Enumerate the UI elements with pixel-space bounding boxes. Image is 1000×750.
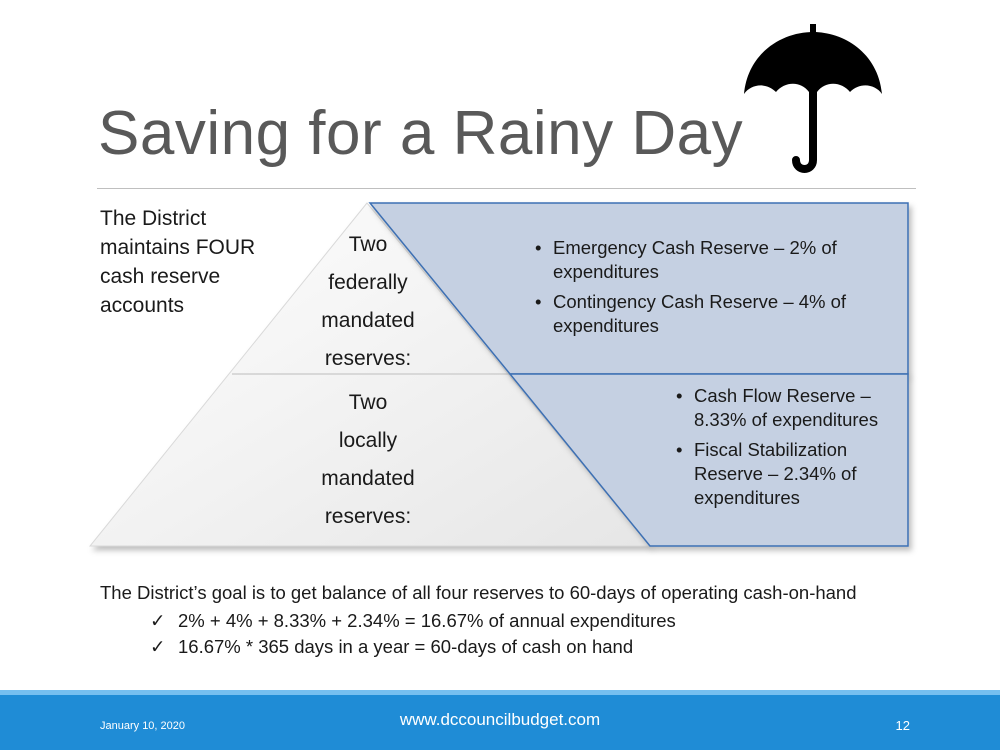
footer-url: www.dccouncilbudget.com: [399, 710, 601, 729]
goal-checklist: [148, 608, 676, 660]
list-item: • Cash Flow Reserve – 8.33% of expenditures: [676, 384, 896, 432]
check-text: 16.67% * 365 days in a year = 60-days of cash on hand: [178, 636, 634, 657]
local-reserves-list: [676, 384, 896, 516]
list-item: • Contingency Cash Reserve – 4% of expenditures: [535, 290, 885, 338]
checkmark-icon: ✓: [150, 636, 166, 657]
tier-label-line: mandated: [321, 309, 415, 332]
footer-date: January 10, 2020: [100, 720, 186, 732]
tier-label-line: Two: [348, 233, 388, 256]
list-item: • Fiscal Stabilization Reserve – 2.34% of expenditures: [676, 438, 896, 510]
intro-line: The District: [100, 207, 207, 230]
page-number: 12: [895, 718, 910, 733]
tier-label-line: mandated: [321, 467, 415, 490]
federal-tier-label: [298, 226, 438, 378]
federal-reserves-list: [535, 236, 885, 344]
list-item: [148, 608, 676, 634]
footer-stripe: [0, 690, 1000, 695]
checkmark-icon: ✓: [150, 610, 166, 631]
list-item: [148, 634, 676, 660]
slide-title: Saving for a Rainy Day: [98, 99, 744, 168]
local-tier-label: [298, 384, 438, 536]
tier-label-line: locally: [338, 429, 398, 452]
tier-label-line: Two: [348, 391, 388, 414]
tier-label-line: federally: [328, 271, 408, 294]
intro-line: cash reserve: [100, 265, 221, 288]
tier-label-line: reserves:: [324, 505, 412, 528]
tier-label-line: reserves:: [324, 347, 412, 370]
list-item: • Emergency Cash Reserve – 2% of expenditures: [535, 236, 885, 284]
check-text: 2% + 4% + 8.33% + 2.34% = 16.67% of annual expenditures: [178, 610, 676, 631]
goal-statement: The District’s goal is to get balance of all four reserves to 60-days of operating cash-on-hand: [100, 582, 857, 603]
intro-line: accounts: [100, 294, 185, 317]
intro-line: maintains FOUR: [100, 236, 256, 259]
